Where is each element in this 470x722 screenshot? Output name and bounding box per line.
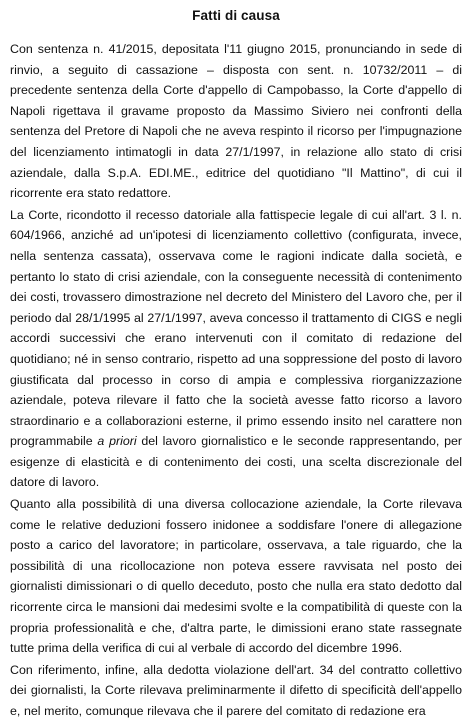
paragraph-1	[10, 39, 462, 204]
paragraph-2	[10, 205, 462, 493]
paragraph-3-text: Quanto alla possibilità di una diversa collocazione aziendale, la Corte rilevava come le relative deduzioni fossero inidonee a soddisfare l'onere di allegazione posto a carico del lavoratore; in particolare, osservava, a tale riguardo, che la possibilità di una ricollocazione non poteva essere ravvisata nel posto dei giornalisti dimissionari o di quello deceduto, posto che nulla era stato dedotto dal ricorrente circa le mansioni dai medesimi svolte e la compatibilità di queste con la propria professionalità e che, d'altra parte, le dimissioni erano state rassegnate tutte prima della verifica di cui al verbale di accordo del dicembre 1996.	[10, 497, 462, 656]
paragraph-2-italic-phrase: a priori	[97, 434, 137, 449]
document-page	[10, 8, 462, 722]
paragraph-2-text-a: La Corte, ricondotto il recesso datoriale alla fattispecie legale di cui all'art. 3 l. n. 604/1966, anziché ad un'ipotesi di licenziamento collettivo (configurata, invece, nella sentenza cassata), osservava come le ragioni indicate dalla società, e pertanto lo stato di crisi aziendale, con la conseguente necessità di contenimento dei costi, trovassero dimostrazione nel decreto del Ministero del Lavoro che, per il periodo dal 28/1/1995 al 27/1/1997, aveva concesso il trattamento di CIGS e negli accordi successivi che erano intervenuti con il comitato di redazione del quotidiano; né in senso contrario, rispetto ad una soppressione del posto di lavoro giustificata dal processo in corso di ampia e complessiva riorganizzazione aziendale, poteva rilevare il fatto che la società avesse fatto ricorso a lavoro straordinario e a collaborazioni esterne, il primo essendo insito nel carattere non programmabile	[10, 207, 462, 449]
paragraph-4	[10, 660, 462, 722]
paragraph-1-text: Con sentenza n. 41/2015, depositata l'11 giugno 2015, pronunciando in sede di rinvio, a seguito di cassazione – disposta con sent. n. 10732/2011 – di precedente sentenza della Corte d'appello di Campobasso, la Corte d'appello di Napoli rigettava il gravame proposto da Massimo Siviero nei confronti della sentenza del Pretore di Napoli che ne aveva respinto il ricorso per l'impugnazione del licenziamento intimatogli in data 27/1/1997, in relazione allo stato di crisi aziendale, dalla S.p.A. EDI.ME., editrice del quotidiano "Il Mattino", di cui il ricorrente era stato redattore.	[10, 42, 462, 201]
paragraph-2-text-b: del lavoro giornalistico e le seconde rappresentando, per esigenze di elasticità e di contenimento dei costi, una scelta discrezionale del datore di lavoro.	[10, 434, 462, 490]
paragraph-3	[10, 494, 462, 659]
paragraph-4-text: Con riferimento, infine, alla dedotta violazione dell'art. 34 del contratto collettivo dei giornalisti, la Corte rilevava preliminarmente il difetto di specificità dell'appello e, nel merito, comunque rilevava che il parere del comitato di redazione era	[10, 662, 462, 718]
section-title: Fatti di causa	[192, 8, 280, 23]
